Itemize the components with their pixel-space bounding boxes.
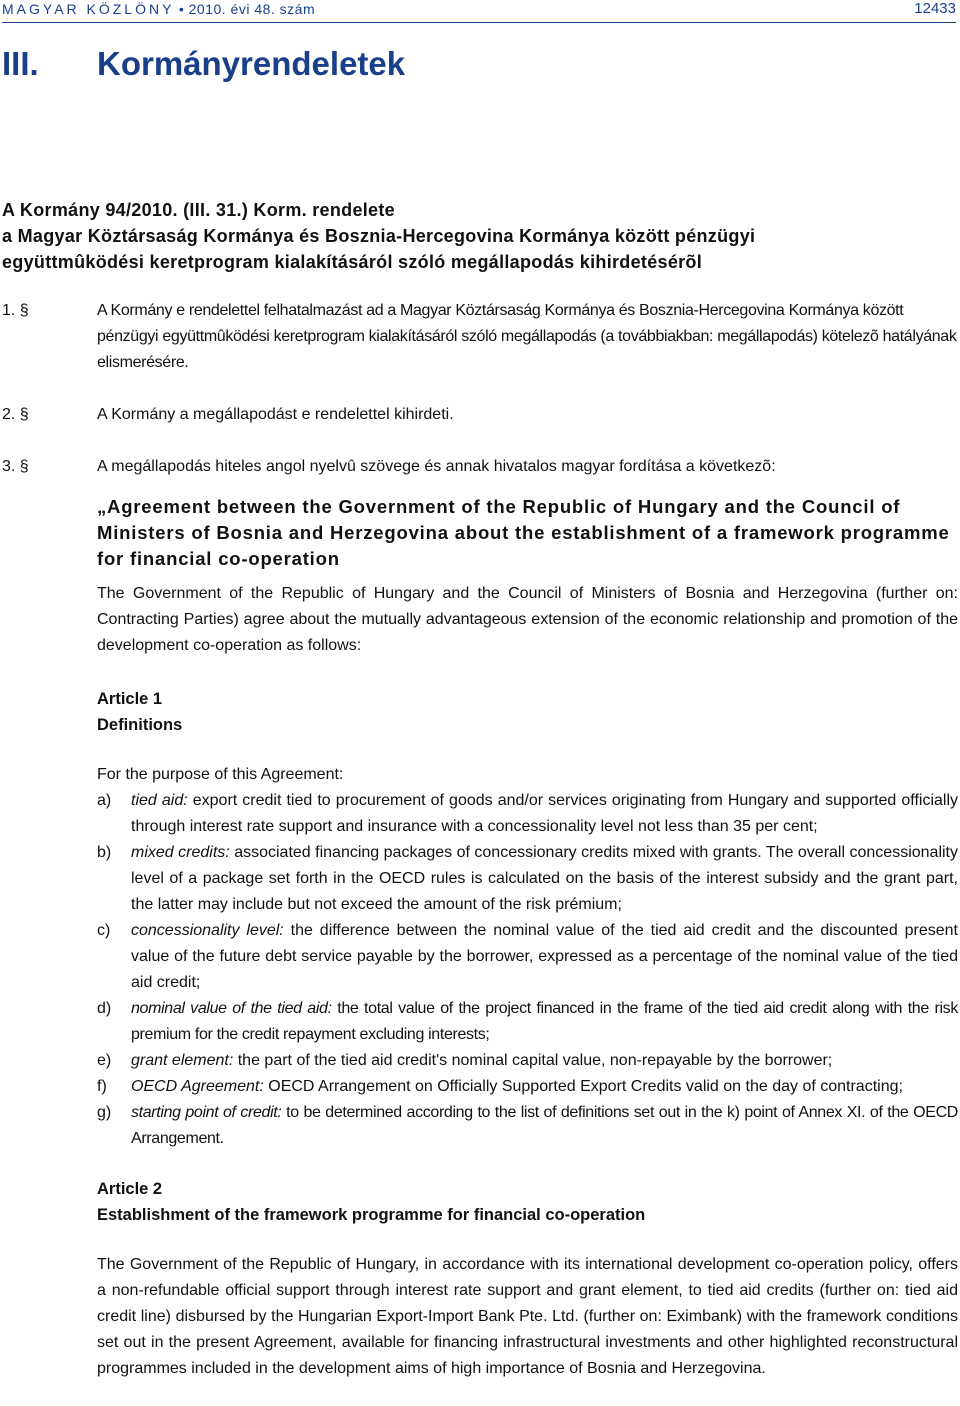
item-text	[131, 996, 958, 1048]
list-item	[97, 1100, 958, 1152]
article-title: Establishment of the framework programme for financial co-operation	[97, 1206, 646, 1224]
item-letter: c)	[97, 922, 111, 939]
section-sign: §	[19, 406, 29, 423]
definition-text: the difference between the nominal value of the tied aid credit and the discounted present value of the future debt service payable by the borrower, expressed as a percentage of the nominal value of the tied aid credit;	[131, 922, 958, 991]
agreement-title	[97, 494, 957, 572]
article-2-text: The Government of the Republic of Hungary, in accordance with its international development co-operation policy, offers a non-refundable official support through interest rate support and grant element, to tied aid credits (further on: tied aid credit line) disbursed by the Hungarian Export-Import Bank Pte. Ltd. (further on: Eximbank) with the framework conditions set out in the present Agreement, available for financing infrastructural investments and other highlighted reconstructural programmes included in the development aims of high importance of Bosnia and Herzegovina.	[97, 1256, 958, 1377]
page-number: 12433	[914, 0, 956, 17]
definition-text: export credit tied to procurement of goods and/or services originating from Hungary and supported officially through interest rate support and insurance with a concessionality level not less than 35 per cent;	[131, 792, 958, 835]
list-item	[97, 996, 958, 1048]
agreement-title-line: for financial co-operation	[97, 548, 340, 569]
definitions-intro: For the purpose of this Agreement:	[97, 766, 344, 783]
definitions-list	[97, 788, 958, 1152]
bullet-separator: •	[178, 1, 185, 17]
item-letter: g)	[97, 1104, 112, 1121]
defined-term: starting point of credit:	[131, 1104, 282, 1121]
definition-text: the part of the tied aid credit's nominal capital value, non-repayable by the borrower;	[237, 1052, 833, 1069]
list-item	[97, 918, 958, 996]
item-text	[131, 840, 958, 918]
paragraph-number: 3. §	[2, 458, 29, 475]
agreement-title-line: Ministers of Bosnia and Herzegovina about the establishment of a framework programme	[97, 522, 950, 543]
paragraph-number: 2. §	[2, 406, 29, 423]
section-sign: §	[19, 302, 29, 319]
paragraph-text: A megállapodás hiteles angol nyelvû szövege és annak hivatalos magyar fordítása a következõ:	[97, 458, 776, 475]
definition-text: to be determined according to the list of definitions set out in the k) point of Annex XI. of the OECD Arrangement.	[131, 1104, 958, 1147]
article-number: Article 2	[97, 1180, 163, 1198]
article-2-heading	[97, 1176, 645, 1228]
item-text	[131, 1100, 958, 1152]
section-number: III.	[2, 45, 39, 82]
section-title: Kormányrendeletek	[97, 45, 406, 82]
item-letter: a)	[97, 792, 112, 809]
list-item	[97, 1074, 958, 1100]
item-letter: b)	[97, 844, 112, 861]
paragraph-3	[2, 454, 958, 480]
section-sign: §	[19, 458, 29, 475]
defined-term: concessionality level:	[131, 922, 284, 939]
issue-label: 2010. évi 48. szám	[188, 1, 316, 17]
item-letter: d)	[97, 1000, 112, 1017]
list-item	[97, 840, 958, 918]
defined-term: nominal value of the tied aid:	[131, 1000, 332, 1017]
article-number: Article 1	[97, 690, 163, 708]
item-letter: e)	[97, 1052, 112, 1069]
defined-term: OECD Agreement:	[131, 1078, 264, 1095]
paragraph-number: 1. §	[2, 302, 29, 319]
decree-title-line: együttmûködési keretprogram kialakításáról szóló megállapodás kihirdetésérõl	[2, 252, 703, 272]
item-text	[131, 788, 958, 840]
defined-term: mixed credits:	[131, 844, 230, 861]
list-item	[97, 1048, 958, 1074]
decree-title	[2, 197, 952, 275]
section-heading	[2, 42, 405, 86]
paragraph-text: A Kormány e rendelettel felhatalmazást ad a Magyar Köztársaság Kormánya és Bosznia-Hercegovina Kormánya között pénzügyi együttmûködési keretprogram kialakításáról szóló megállapodás (a továbbiakban: megállapodás) kötelezõ hatályának elismerésére.	[97, 302, 957, 371]
definition-text: the total value of the project financed in the frame of the tied aid credit along with the risk premium for the credit repayment excluding interests;	[131, 1000, 958, 1043]
decree-title-line: A Kormány 94/2010. (III. 31.) Korm. rendelete	[2, 200, 395, 220]
article-title: Definitions	[97, 716, 183, 734]
running-header	[2, 0, 956, 23]
item-text	[131, 918, 958, 996]
agreement-preamble: The Government of the Republic of Hungary and the Council of Ministers of Bosnia and Herzegovina (further on: Contracting Parties) agree about the mutually advantageous extension of the economic relationship and promotion of the development co-operation as follows:	[97, 585, 958, 654]
item-letter: f)	[97, 1078, 107, 1095]
definition-text: associated financing packages of concessionary credits mixed with grants. The overall concessionality level of a package set forth in the OECD rules is calculated on the basis of the interest subsidy and the grant part, the latter may include but not exceed the amount of the risk prémium;	[131, 844, 958, 913]
decree-title-line: a Magyar Köztársaság Kormánya és Bosznia-Hercegovina Kormánya között pénzügyi	[2, 226, 756, 246]
paragraph-1	[2, 298, 958, 376]
item-text	[131, 1048, 958, 1074]
journal-name: MAGYAR KÖZLÖNY	[2, 1, 175, 17]
defined-term: grant element:	[131, 1052, 234, 1069]
item-text	[131, 1074, 958, 1100]
header-left	[2, 0, 315, 18]
paragraph-text: A Kormány a megállapodást e rendelettel kihirdeti.	[97, 406, 454, 423]
definition-text: OECD Arrangement on Officially Supported Export Credits valid on the day of contracting;	[268, 1078, 903, 1095]
defined-term: tied aid:	[131, 792, 188, 809]
list-item	[97, 788, 958, 840]
article-1-heading	[97, 686, 182, 738]
agreement-title-line: „Agreement between the Government of the Republic of Hungary and the Council of	[97, 496, 901, 517]
paragraph-2	[2, 402, 958, 428]
